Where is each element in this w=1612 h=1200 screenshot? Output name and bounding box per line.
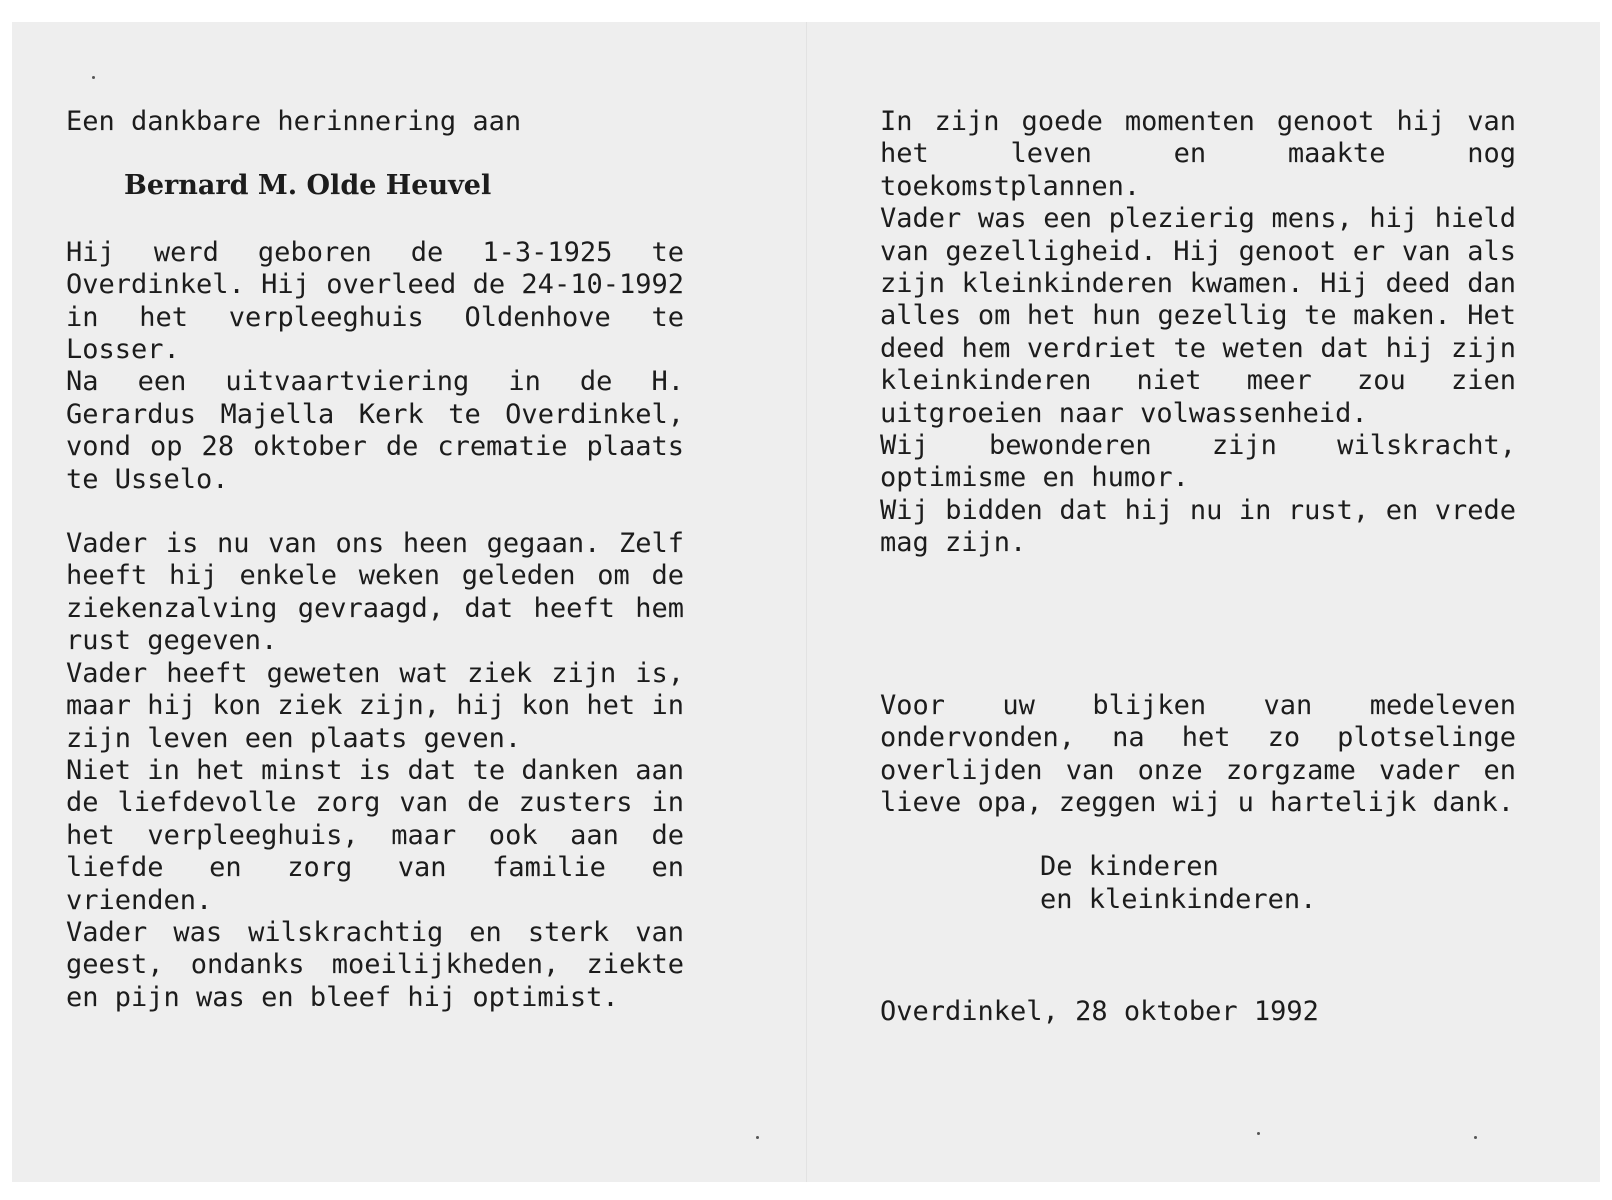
place-date: Overdinkel, 28 oktober 1992 [880,996,1319,1028]
prayer-paragraph: Wij bidden dat hij nu in rust, en vrede mag zijn. [880,494,1516,559]
intro-line: Een dankbare herinnering aan [66,106,522,137]
signature-line-1: De kinderen [1040,851,1219,883]
grandchildren-paragraph: Vader was een plezierig mens, hij hield van gezelligheid. Hij genoot er van als zijn kleinkinderen kwamen. Hij deed dan alles om het hun gezellig te maken. Het deed hem verdriet te weten dat hij zijn kleinkinderen niet meer zou zien uitgroeien naar volwassenheid. [880,203,1516,429]
illness-paragraph: Vader heeft geweten wat ziek zijn is, maar hij kon ziek zijn, hij kon het in zijn leven een plaats geven. [66,657,684,754]
good-moments-paragraph: In zijn goede momenten genoot hij van het leven en maakte nog toekomstplannen. [880,106,1516,202]
admiration-paragraph: Wij bewonderen zijn wilskracht, optimisme en humor. [880,430,1516,494]
paper-speck [92,76,95,79]
care-paragraph: Niet in het minst is dat te danken aan de liefdevolle zorg van de zusters in het verpleeghuis, maar ook aan de liefde en zorg van familie en vrienden. [66,754,684,916]
anointing-paragraph: Vader is nu van ons heen gegaan. Zelf heeft hij enkele weken geleden om de ziekenzalving gevraagd, dat heeft hem rust gegeven. [66,528,684,657]
birth-death-paragraph: Hij werd geboren de 1-3-1925 te Overdinkel. Hij overleed de 24-10-1992 in het verpleeghuis Oldenhove te Losser. [66,236,684,366]
card-fold-line [806,22,807,1182]
thanks-paragraph: Voor uw blijken van medeleven ondervonden, na het zo plotselinge overlijden van onze zorgzame vader en lieve opa, zeggen wij u hartelijk dank. [880,689,1516,818]
paper-speck [1257,1132,1260,1135]
paper-speck [1474,1136,1477,1139]
paper-speck [756,1136,759,1139]
left-page [66,106,684,1014]
funeral-paragraph: Na een uitvaartviering in de H. Gerardus Majella Kerk te Overdinkel, vond op 28 oktober de crematie plaats te Usselo. [66,366,684,495]
optimism-paragraph: Vader was wilskrachtig en sterk van geest, ondanks moeilijkheden, ziekte en pijn was en bleef hij optimist. [66,916,684,1013]
right-page [880,106,1516,1029]
deceased-name: Bernard M. Olde Heuvel [124,170,492,202]
signature-line-2: en kleinkinderen. [1040,883,1317,915]
